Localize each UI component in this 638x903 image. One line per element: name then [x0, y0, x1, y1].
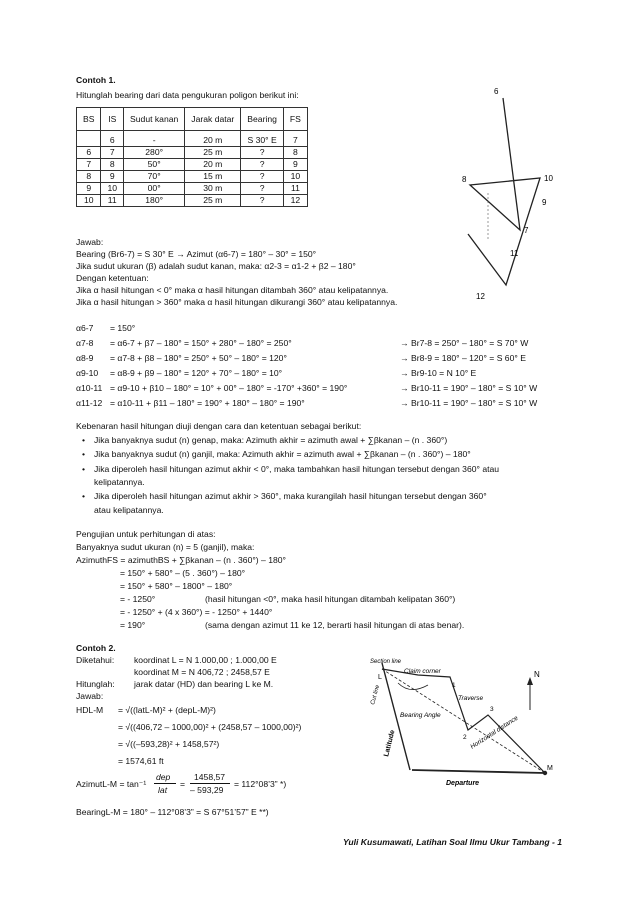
fig2-label: Horizontal distance — [469, 714, 520, 751]
ex2-koord-l: koordinat L = N 1.000,00 ; 1.000,00 E — [134, 655, 277, 665]
table-cell: 25 m — [185, 147, 241, 159]
ex2-koord-m: koordinat M = N 406,72 ; 2458,57 E — [134, 667, 270, 677]
table-cell: 6 — [77, 147, 101, 159]
departure-line — [412, 770, 545, 773]
point-label: 12 — [476, 292, 485, 301]
ex1-step-note: (sama dengan azimut 11 ke 12, berarti hasil hitungan di atas benar). — [205, 620, 465, 630]
ex2-hd-substitution: = √((406,72 – 1000,00)² + (2458,57 – 1000,00)²) — [118, 722, 302, 732]
ex1-kebenaran: Kebenaran hasil hitungan diuji dengan cara dan ketentuan sebagai berikut: — [76, 421, 362, 431]
point-label: 6 — [494, 87, 499, 96]
ex2-azimut-label: AzimutL-M = tan⁻¹ — [76, 779, 147, 789]
table-header: FS — [283, 108, 307, 131]
frac-den: – 593,29 — [190, 785, 224, 795]
table-cell: 7 — [77, 159, 101, 171]
table-cell: 20 m — [185, 131, 241, 147]
alpha-symbol: α8-9 — [76, 353, 94, 363]
alpha-equation: = α7-8 + β8 – 180° = 250° + 50° – 180° = 120° — [110, 353, 287, 363]
bearing-result: → Br8-9 = 180° – 120° = S 60° E — [400, 353, 526, 363]
bearing-result: → Br7-8 = 250° – 180° = S 70° W — [400, 338, 529, 348]
table-cell: 10 — [101, 183, 124, 195]
fig2-label: N — [534, 670, 540, 679]
table-cell: 15 m — [185, 171, 241, 183]
ex1-line-ketentuan: Dengan ketentuan: — [76, 273, 149, 283]
fig2-label: Traverse — [458, 695, 484, 702]
traverse-line — [468, 98, 540, 285]
table-row — [77, 131, 308, 147]
bullet-more-cont: atau kelipatannya. — [94, 505, 164, 515]
alpha-symbol: α6-7 — [76, 323, 94, 333]
ex1-line-more: Jika α hasil hitungan > 360° maka α hasil hitungan dikurangi 360° atau kelipatannya. — [76, 297, 398, 307]
ex1-step: = 150° + 580° – (5 . 360°) – 180° — [120, 568, 246, 578]
ex1-line-rule: Jika sudut ukuran (β) adalah sudut kanan, maka: α2-3 = α1-2 + β2 – 180° — [76, 261, 356, 271]
table-cell: 20 m — [185, 159, 241, 171]
table-cell: 180° — [124, 195, 185, 207]
alpha-symbol: α9-10 — [76, 368, 99, 378]
table-row — [77, 159, 308, 171]
fig2-label: Departure — [446, 780, 480, 787]
alpha-symbol: α7-8 — [76, 338, 94, 348]
table-cell: 50° — [124, 159, 185, 171]
fig2-label: 3 — [490, 706, 494, 713]
point-label: 8 — [462, 175, 467, 184]
ex1-jawab: Jawab: — [76, 237, 104, 247]
ex1-pengujian: Pengujian untuk perhitungan di atas: — [76, 529, 216, 539]
table-cell: S 30° E — [241, 131, 284, 147]
survey-table — [76, 107, 308, 207]
table-header-row — [77, 108, 308, 131]
table-cell: 8 — [77, 171, 101, 183]
fig2-label: Section line — [370, 659, 402, 665]
bearing-result: → Br9-10 = N 10° E — [400, 368, 477, 378]
north-arrow-head — [527, 677, 533, 685]
ex1-line-less: Jika α hasil hitungan < 0° maka α hasil hitungan ditambah 360° atau kelipatannya. — [76, 285, 389, 295]
ex1-step: = - 1250° — [120, 594, 156, 604]
ex1-title: Contoh 1. — [76, 75, 116, 85]
table-body — [77, 131, 308, 207]
ex2-jawab: Jawab: — [76, 691, 104, 701]
table-row — [77, 195, 308, 207]
table-cell: 6 — [101, 131, 124, 147]
ex1-azimuth-fs: AzimuthFS = azimuthBS + ∑βkanan – (n . 360°) – 180° — [76, 555, 286, 565]
table-cell: 10 — [283, 171, 307, 183]
ex1-step-note: (hasil hitungan <0°, maka hasil hitungan ditambah kelipatan 360°) — [205, 594, 456, 604]
table-cell: 280° — [124, 147, 185, 159]
table-cell: 9 — [101, 171, 124, 183]
table-cell: ? — [241, 159, 284, 171]
ex2-hd-formula: = √((latL-M)² + (depL-M)²) — [118, 705, 216, 715]
table-cell: 70° — [124, 171, 185, 183]
alpha-equation: = α10-11 + β11 – 180° = 190° + 180° – 180° = 190° — [110, 398, 305, 408]
ex2-azimut-result: = 112°08’3” *) — [234, 779, 287, 789]
table-cell: 12 — [283, 195, 307, 207]
ex2-diketahui-label: Diketahui: — [76, 655, 115, 665]
ex1-line-bearing: Bearing (Br6-7) = S 30° E → Azimut (α6-7) = 180° – 30° = 150° — [76, 249, 317, 259]
point-label: 9 — [542, 198, 547, 207]
alpha-equation: = α6-7 + β7 – 180° = 150° + 280° – 180° = 250° — [110, 338, 292, 348]
table-header: Jarak datar — [185, 108, 241, 131]
alpha-symbol: α10-11 — [76, 383, 103, 393]
fig2-label: Claim corner — [404, 668, 441, 675]
table-cell: - — [124, 131, 185, 147]
table-header: Sudut kanan — [124, 108, 185, 131]
bearing-result: → Br10-11 = 190° – 180° = S 10° W — [400, 398, 538, 408]
fig2-label: 1 — [452, 682, 456, 689]
ex1-step: = 190° — [120, 620, 146, 630]
ex2-hd-result: = 1574,61 ft — [118, 756, 164, 766]
table-cell: 7 — [283, 131, 307, 147]
coordinate-figure — [370, 655, 570, 795]
table-cell: 9 — [77, 183, 101, 195]
table-row — [77, 171, 308, 183]
bullet-genap: • Jika banyaknya sudut (n) genap, maka: Azimuth akhir = azimuth awal + ∑βkanan – (n . 360°) — [94, 434, 447, 446]
fig2-label: M — [547, 765, 553, 772]
table-row — [77, 147, 308, 159]
table-cell — [77, 131, 101, 147]
alpha-equation: = α8-9 + β9 – 180° = 120° + 70° – 180° = 10° — [110, 368, 283, 378]
table-cell: 11 — [101, 195, 124, 207]
table-cell: 00° — [124, 183, 185, 195]
fig2-label: L — [378, 674, 382, 681]
table-cell: 7 — [101, 147, 124, 159]
ex2-title: Contoh 2. — [76, 643, 116, 653]
equals-sign: = — [180, 779, 186, 789]
frac-lat: lat — [158, 785, 168, 795]
ex1-step: = 150° + 580° – 1800° – 180° — [120, 581, 233, 591]
bullet-more: • Jika diperoleh hasil hitungan azimut akhir > 360°, maka kurangilah hasil hitungan tersebut dengan 360° — [94, 490, 487, 502]
frac-dep: dep — [156, 772, 171, 782]
fig2-label: Cut line — [370, 684, 382, 706]
bullet-ganjil: • Jika banyaknya sudut (n) ganjil, maka: Azimuth akhir = azimuth awal + ∑βkanan – (n . 360°) – 180° — [94, 448, 471, 460]
table-row — [77, 183, 308, 195]
ex2-bearing: BearingL-M = 180° – 112°08’3” = S 67°51’57” E **) — [76, 807, 269, 817]
table-header: IS — [101, 108, 124, 131]
fig2-label: Latitude — [383, 729, 397, 758]
table-cell: 8 — [283, 147, 307, 159]
traverse-figure — [448, 80, 578, 305]
ex2-hitunglah-label: Hitunglah: — [76, 679, 115, 689]
alpha-equation: = 150° — [110, 323, 136, 333]
table-cell: ? — [241, 183, 284, 195]
fig2-label: 2 — [463, 734, 467, 741]
table-cell: 10 — [77, 195, 101, 207]
table-cell: ? — [241, 147, 284, 159]
table-cell: 11 — [283, 183, 307, 195]
alpha-equation: = α9-10 + β10 – 180° = 10° + 00° – 180° = -170° +360° = 190° — [110, 383, 348, 393]
table-header: BS — [77, 108, 101, 131]
table-cell: ? — [241, 171, 284, 183]
frac-num: 1458,57 — [194, 772, 226, 782]
point-label: 10 — [544, 174, 553, 183]
table-cell: 8 — [101, 159, 124, 171]
alpha-symbol: α11-12 — [76, 398, 103, 408]
ex2-hitunglah: jarak datar (HD) dan bearing L ke M. — [134, 679, 274, 689]
ex2-hd-simplified: = √((–593,28)² + 1458,57²) — [118, 739, 220, 749]
fig2-label: Bearing Angle — [400, 712, 441, 719]
ex1-intro: Hitunglah bearing dari data pengukuran poligon berikut ini: — [76, 90, 299, 100]
table-header: Bearing — [241, 108, 284, 131]
bearing-result: → Br10-11 = 190° – 180° = S 10° W — [400, 383, 538, 393]
table-cell: 30 m — [185, 183, 241, 195]
ex1-step: = - 1250° + (4 x 360°) = - 1250° + 1440° — [120, 607, 273, 617]
ex1-banyaknya: Banyaknya sudut ukuran (n) = 5 (ganjil), maka: — [76, 542, 255, 552]
ex2-hd-label: HDL-M — [76, 705, 104, 715]
point-label: 11 — [510, 249, 519, 258]
table-cell: 9 — [283, 159, 307, 171]
bullet-less: • Jika diperoleh hasil hitungan azimut akhir < 0°, maka tambahkan hasil hitungan tersebut dengan 360° atau — [94, 463, 499, 475]
bullet-less-cont: kelipatannya. — [94, 477, 145, 487]
point-label: 7 — [524, 226, 529, 235]
table-cell: ? — [241, 195, 284, 207]
footer: Yuli Kusumawati, Latihan Soal Ilmu Ukur Tambang - 1 — [342, 837, 562, 847]
table-cell: 25 m — [185, 195, 241, 207]
